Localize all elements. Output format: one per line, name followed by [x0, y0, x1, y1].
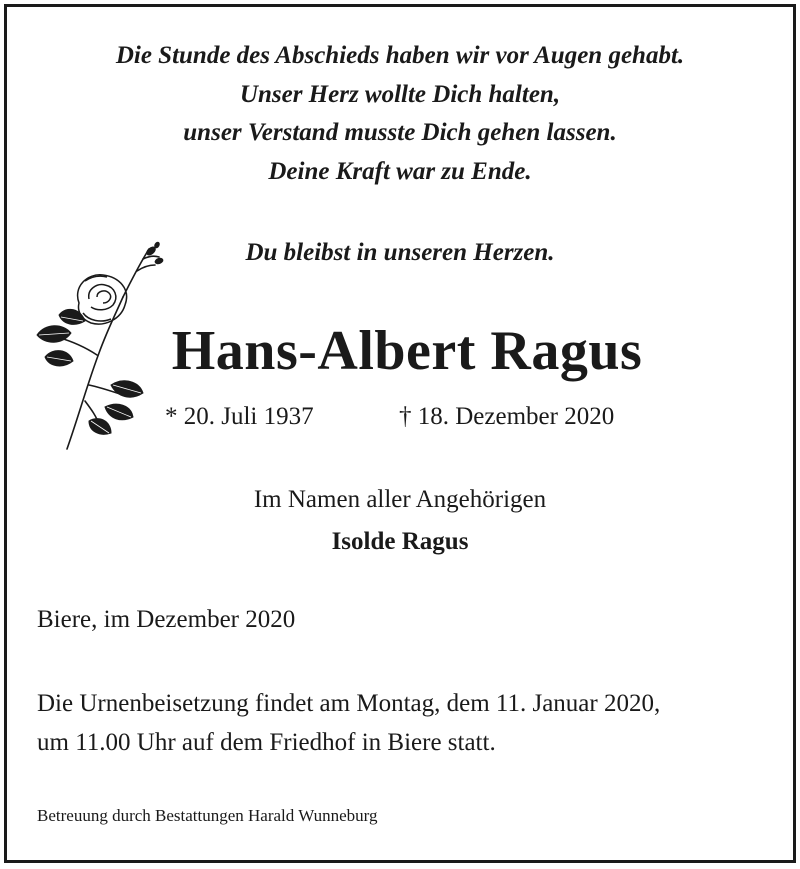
- family-intro: Im Namen aller Angehörigen: [253, 486, 547, 513]
- burial-notice: [37, 684, 777, 762]
- death-date: † 18. Dezember 2020: [399, 403, 615, 430]
- burial-line: Die Urnenbeisetzung findet am Montag, dem 11. Januar 2020,: [37, 690, 661, 717]
- poem-line: unser Verstand musste Dich gehen lassen.: [183, 119, 617, 146]
- obituary-frame: [4, 4, 796, 863]
- birth-date: * 20. Juli 1937: [165, 403, 314, 430]
- family-name: Isolde Ragus: [331, 528, 469, 555]
- poem-line: Deine Kraft war zu Ende.: [268, 157, 532, 185]
- poem-line: Die Stunde des Abschieds haben wir vor Augen gehabt.: [115, 42, 685, 69]
- poem-closing: Du bleibst in unseren Herzen.: [245, 239, 555, 266]
- poem: [7, 37, 793, 191]
- burial-line: um 11.00 Uhr auf dem Friedhof in Biere statt.: [37, 729, 496, 756]
- deceased-name: Hans-Albert Ragus: [171, 320, 643, 382]
- place-date: Biere, im Dezember 2020: [37, 606, 296, 633]
- undertaker-credit: Betreuung durch Bestattungen Harald Wunneburg: [37, 806, 378, 825]
- poem-line: Unser Herz wollte Dich halten,: [239, 80, 561, 108]
